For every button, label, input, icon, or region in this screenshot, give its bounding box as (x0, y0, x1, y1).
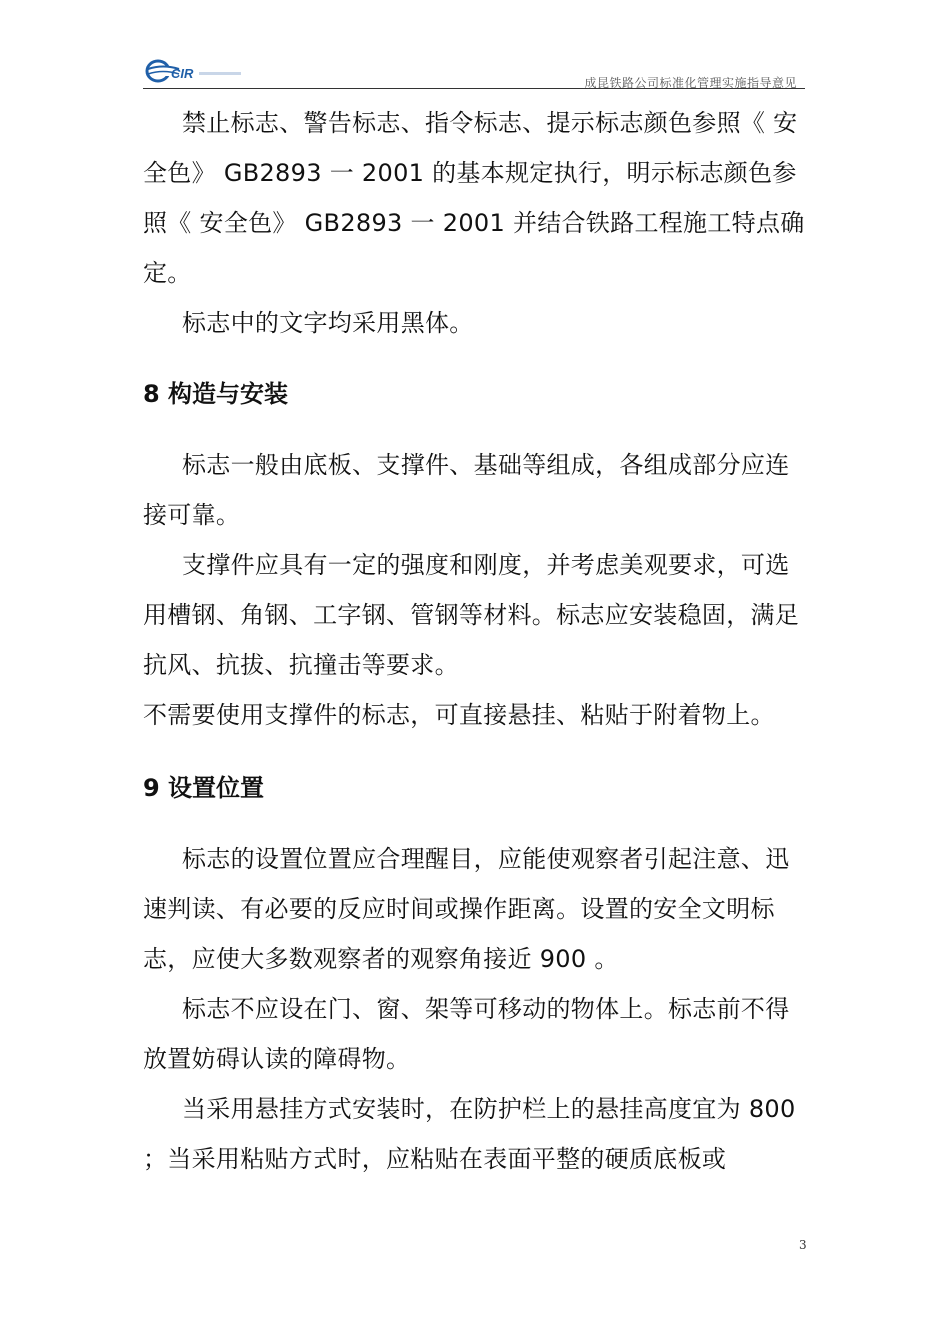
paragraph-components: 标志一般由底板、支撑件、基础等组成，各组成部分应连接可靠。 (143, 451, 790, 529)
page-number: 3 (799, 1238, 807, 1252)
svg-text:CIR: CIR (171, 66, 194, 81)
paragraph-obstacles: 标志不应设在门、窗、架等可移动的物体上。标志前不得放置妨碍认读的障碍物。 (143, 995, 790, 1073)
paragraph-mounting-height: 当采用悬挂方式安装时，在防护栏上的悬挂高度宜为 800 ；当采用粘贴方式时，应粘贴在表面平整的硬质底板或 (143, 1095, 796, 1173)
page-header (143, 52, 805, 88)
cir-logo (143, 52, 243, 86)
document-body (143, 98, 808, 1184)
section-heading-8: 8 构造与安装 (143, 380, 289, 408)
paragraph-font: 标志中的文字均采用黑体。 (182, 309, 474, 337)
paragraph-placement: 标志的设置位置应合理醒目，应能使观察者引起注意、迅速判读、有必要的反应时间或操作距离。设置的安全文明标志，应使大多数观察者的观察角接近 900 。 (143, 845, 790, 973)
section-heading-9: 9 设置位置 (143, 774, 265, 802)
document-title: 成昆铁路公司标准化管理实施指导意见 (584, 76, 797, 90)
paragraph-supports: 支撑件应具有一定的强度和刚度，并考虑美观要求，可选用槽钢、角钢、工字钢、管钢等材料。标志应安装稳固，满足抗风、抗拔、抗撞击等要求。 (143, 551, 800, 679)
header-divider (143, 88, 805, 89)
paragraph-sign-colors: 禁止标志、警告标志、指令标志、提示标志颜色参照《 安全色》 GB2893 一 2001 的基本规定执行，明示标志颜色参照《 安全色》 GB2893 一 2001 并结合铁路工程施工特点确定。 (143, 109, 805, 287)
paragraph-no-support: 不需要使用支撑件的标志，可直接悬挂、粘贴于附着物上。 (143, 701, 775, 729)
